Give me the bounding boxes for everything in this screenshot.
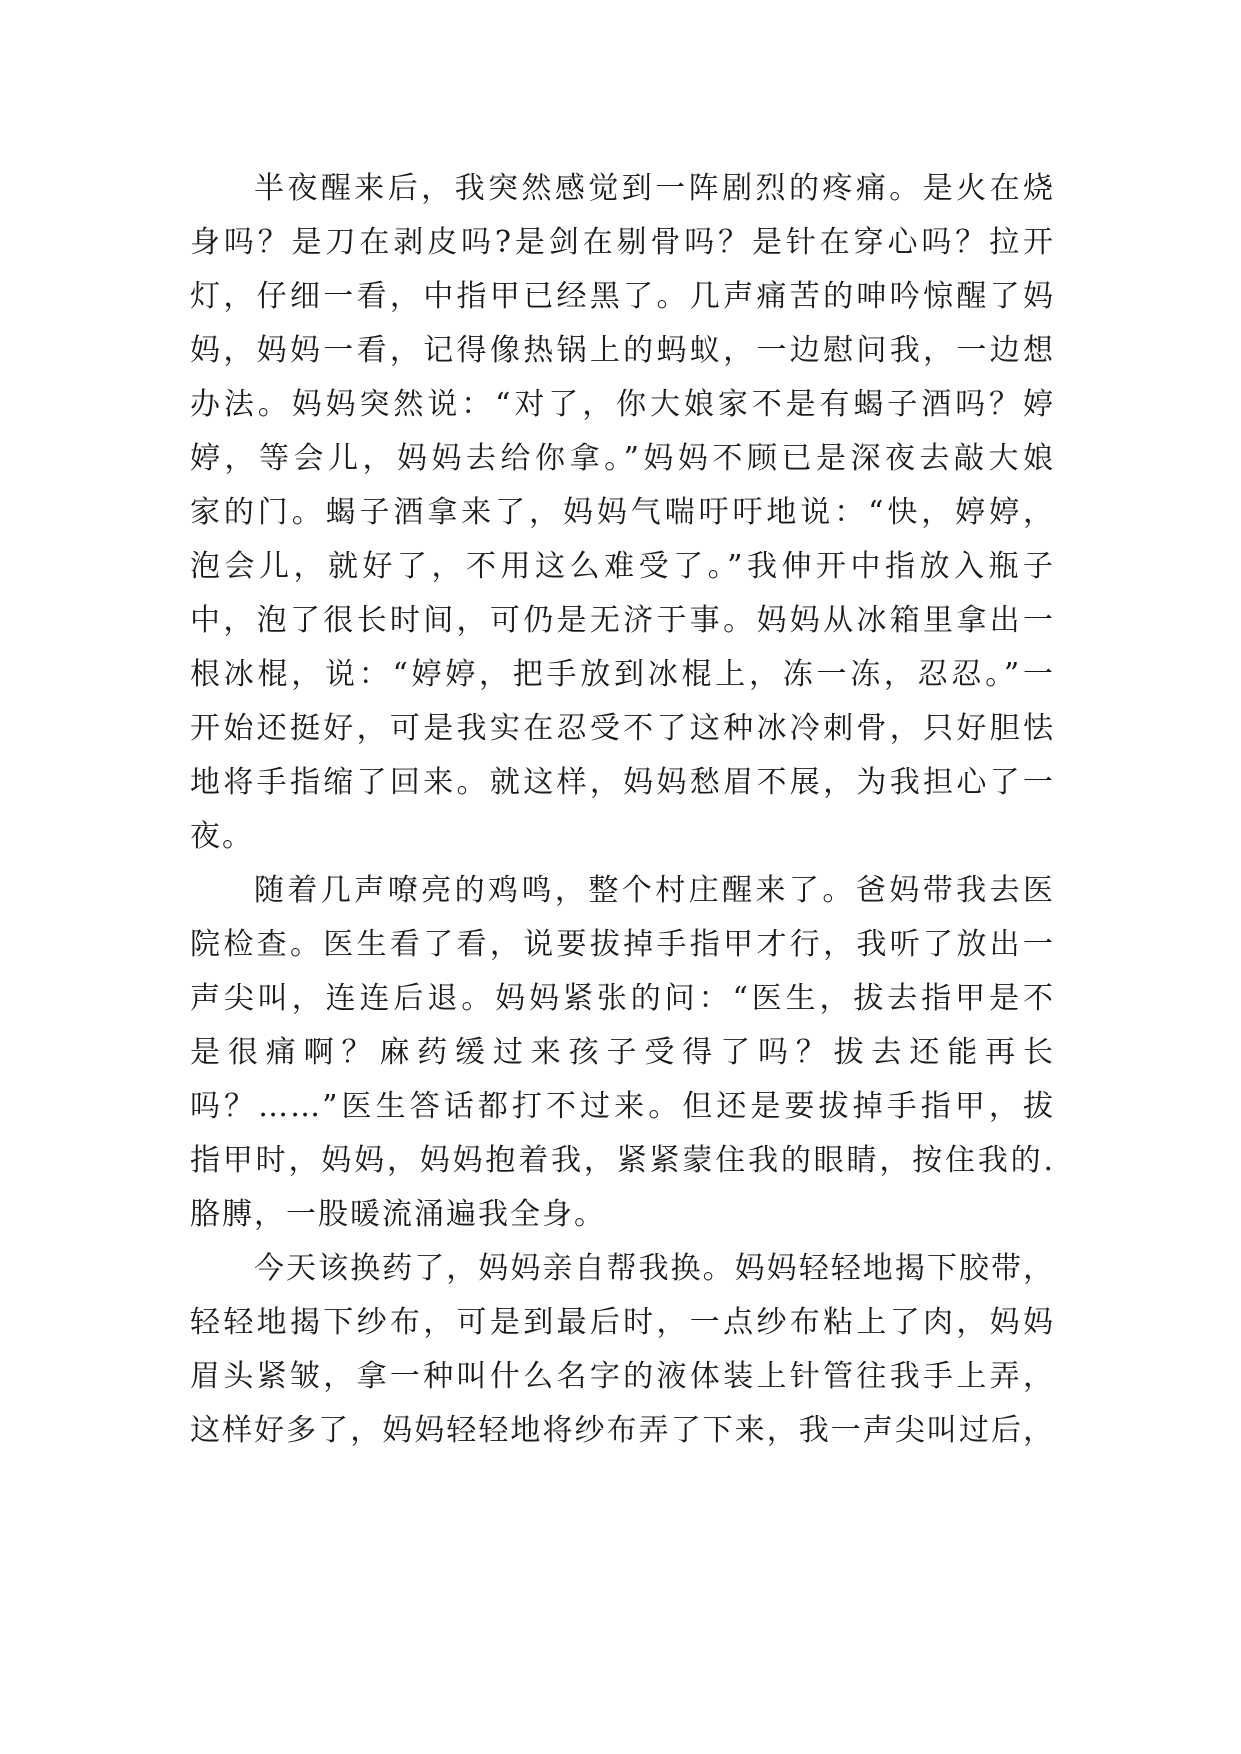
- paragraph-1-line-4: 妈，妈妈一看，记得像热锅上的蚂蚁，一边慰问我，一边想: [190, 333, 1055, 368]
- paragraph-1-line-8: 泡会儿，就好了，不用这么难受了。”我伸开中指放入瓶子: [190, 549, 1055, 584]
- paragraph-1-line-9: 中，泡了很长时间，可仍是无济于事。妈妈从冰箱里拿出一: [190, 603, 1055, 638]
- paragraph-1-line-10: 根冰棍，说：“婷婷，把手放到冰棍上，冻一冻，忍忍。”一: [190, 657, 1055, 692]
- paragraph-1-line-11: 开始还挺好，可是我实在忍受不了这种冰冷刺骨，只好胆怯: [190, 711, 1055, 746]
- paragraph-1-line-12: 地将手指缩了回来。就这样，妈妈愁眉不展，为我担心了一: [190, 765, 1055, 800]
- paragraph-2-line-1: 随着几声嘹亮的鸡鸣，整个村庄醒来了。爸妈带我去医: [254, 873, 1055, 908]
- paragraph-1-line-1: 半夜醒来后，我突然感觉到一阵剧烈的疼痛。是火在烧: [254, 171, 1055, 206]
- paragraph-1-line-13: 夜。: [190, 819, 254, 854]
- paragraph-2-line-7: 胳膊，一股暖流涌遍我全身。: [190, 1197, 606, 1232]
- paragraph-1-line-7: 家的门。蝎子酒拿来了，妈妈气喘吁吁地说：“快，婷婷，: [190, 495, 1055, 530]
- paragraph-2-line-5: 吗？……”医生答话都打不过来。但还是要拔掉手指甲，拔: [190, 1089, 1055, 1124]
- paragraph-2-line-3: 声尖叫，连连后退。妈妈紧张的问：“医生，拔去指甲是不: [190, 981, 1055, 1016]
- paragraph-3-line-3: 眉头紧皱，拿一种叫什么名字的液体装上针管往我手上弄，: [190, 1359, 1055, 1394]
- paragraph-3-line-4: 这样好多了，妈妈轻轻地将纱布弄了下来，我一声尖叫过后，: [190, 1413, 1055, 1448]
- paragraph-2-line-2: 院检查。医生看了看，说要拔掉手指甲才行，我听了放出一: [190, 927, 1055, 962]
- paragraph-1-line-3: 灯，仔细一看，中指甲已经黑了。几声痛苦的呻吟惊醒了妈: [190, 279, 1055, 314]
- paragraph-3-line-1: 今天该换药了，妈妈亲自帮我换。妈妈轻轻地揭下胶带，: [254, 1251, 1055, 1286]
- paragraph-1-line-5: 办法。妈妈突然说：“对了，你大娘家不是有蝎子酒吗？婷: [190, 387, 1055, 422]
- document-body: [190, 162, 1055, 1458]
- paragraph-1-line-6: 婷，等会儿，妈妈去给你拿。”妈妈不顾已是深夜去敲大娘: [190, 441, 1055, 476]
- paragraph-3-line-2: 轻轻地揭下纱布，可是到最后时，一点纱布粘上了肉，妈妈: [190, 1305, 1055, 1340]
- paragraph-2-line-6: 指甲时，妈妈，妈妈抱着我，紧紧蒙住我的眼睛，按住我的.: [190, 1143, 1055, 1178]
- paragraph-1-line-2: 身吗？是刀在剥皮吗?是剑在剔骨吗？是针在穿心吗？拉开: [190, 225, 1055, 260]
- paragraph-2-line-4: 是很痛啊？麻药缓过来孩子受得了吗？拔去还能再长: [190, 1035, 1055, 1070]
